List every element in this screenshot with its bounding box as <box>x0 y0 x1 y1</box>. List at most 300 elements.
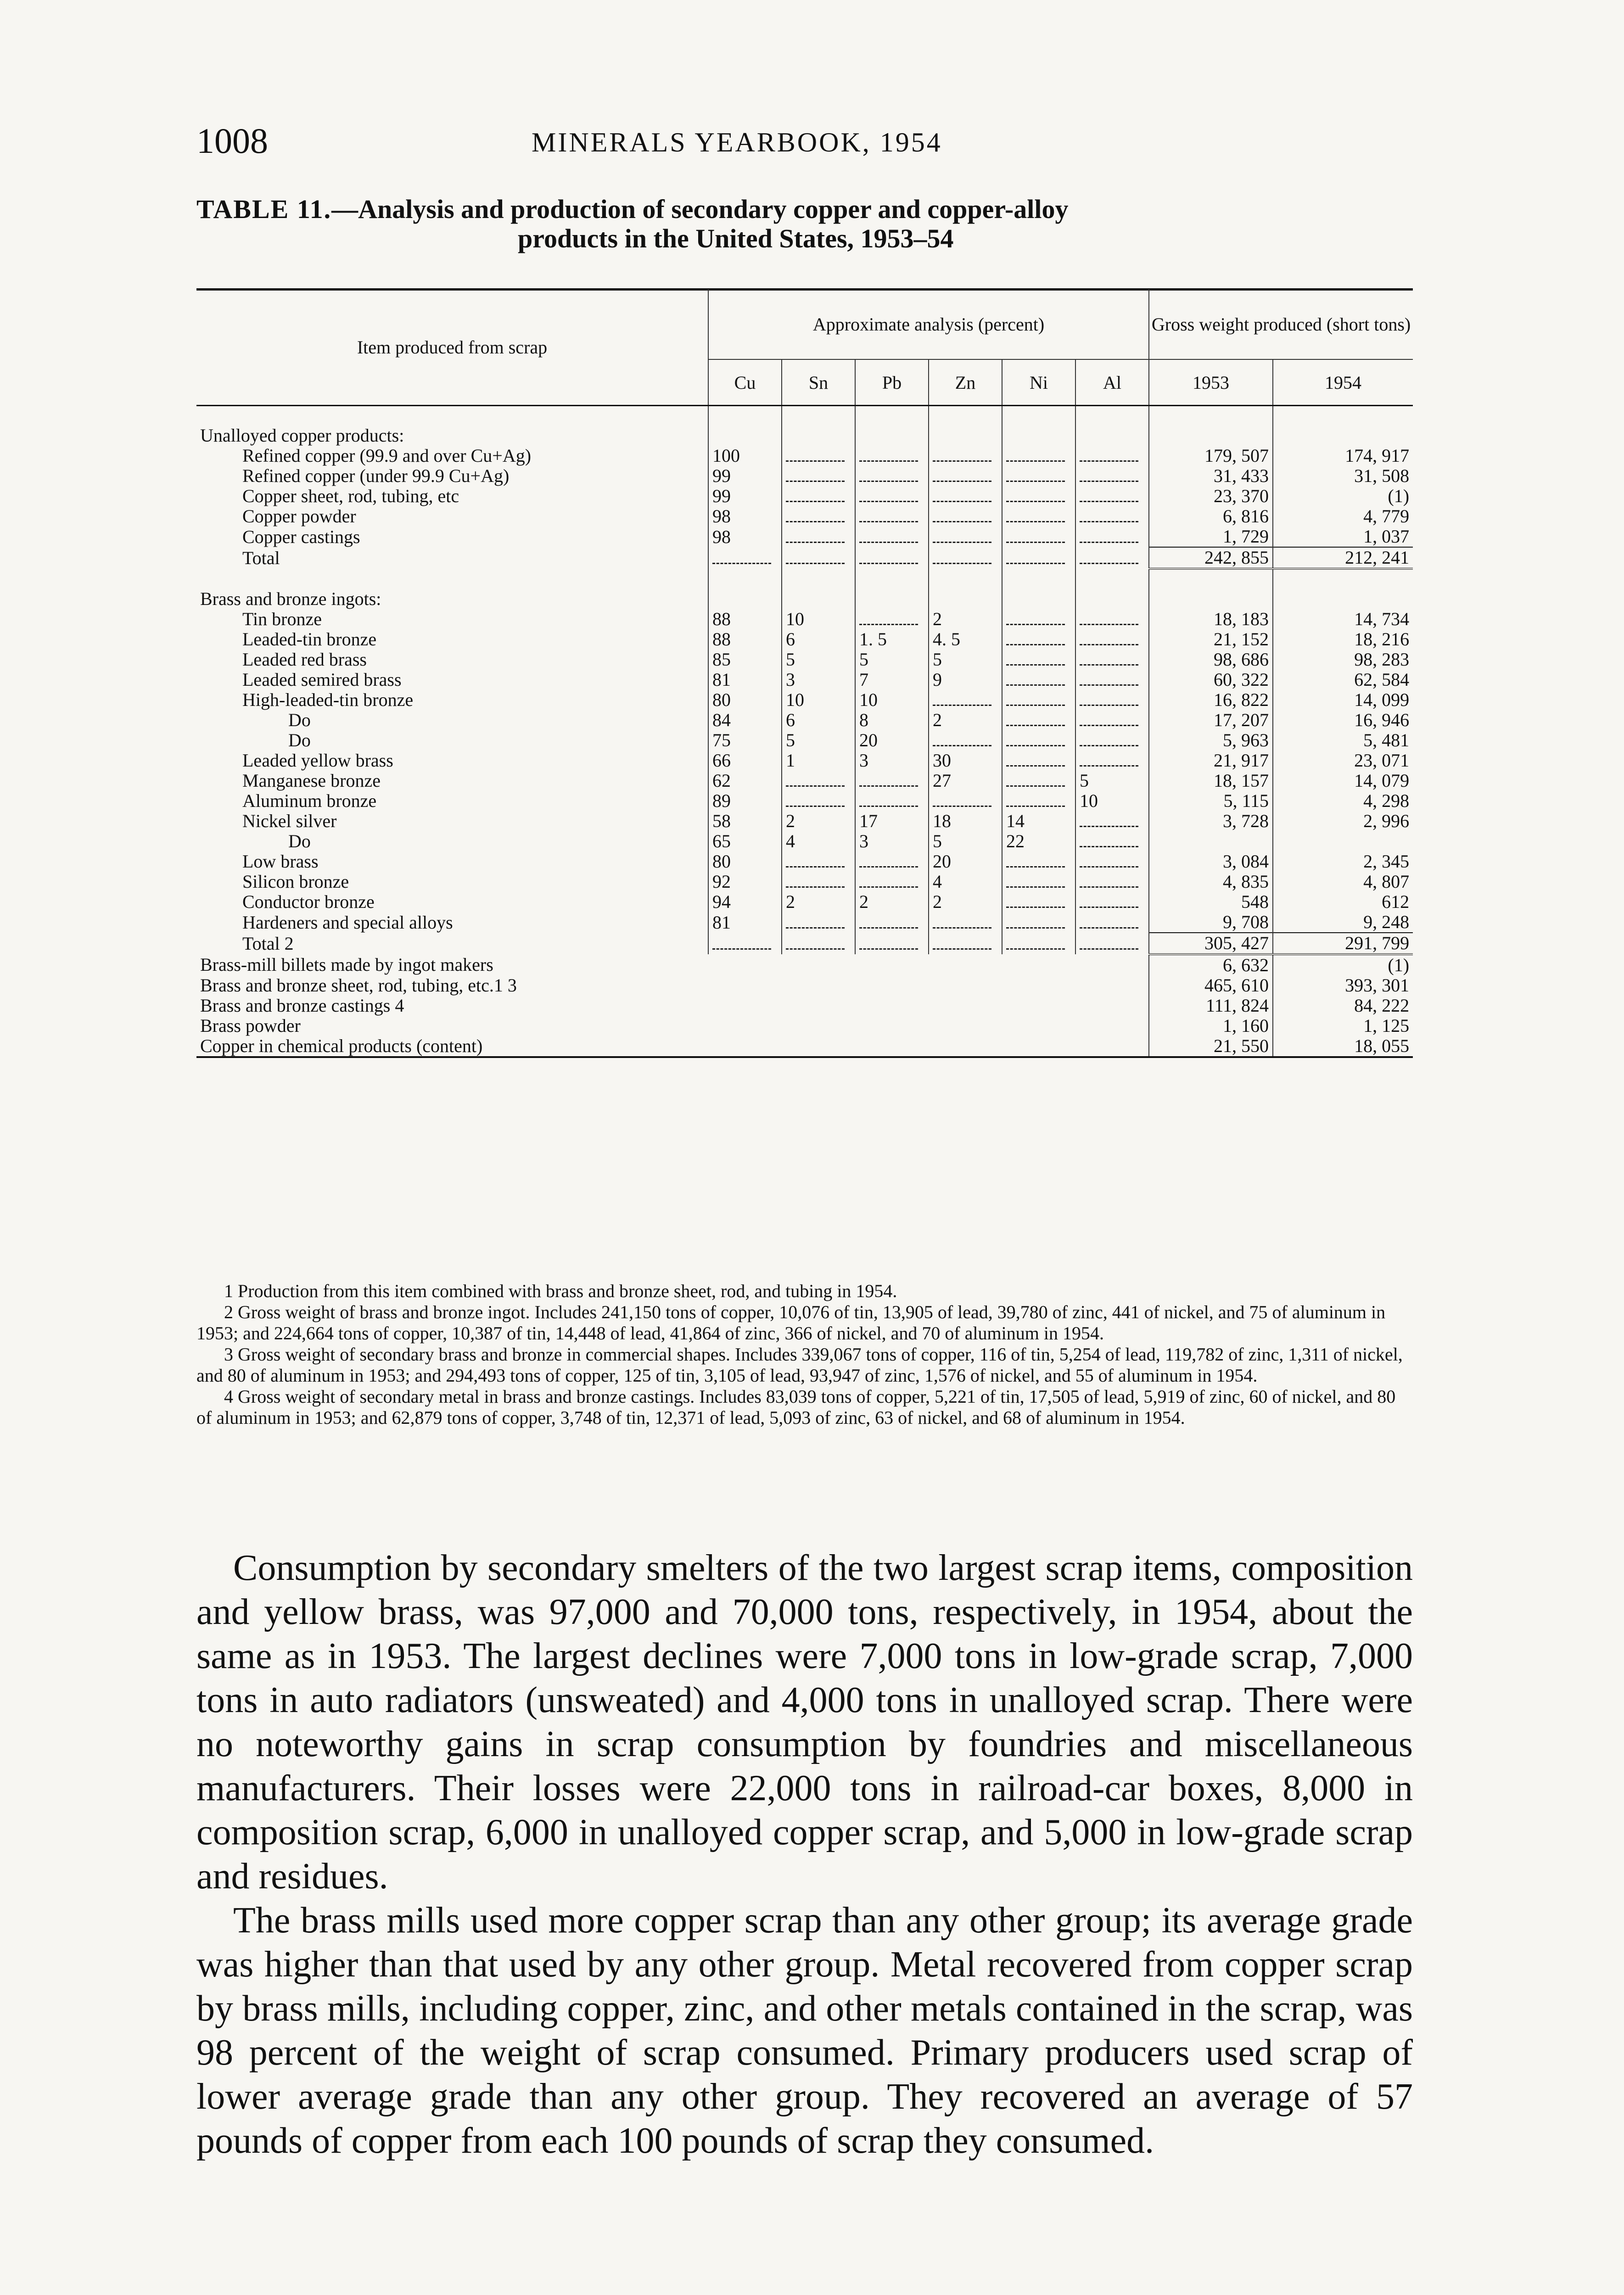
footnote: 2 Gross weight of brass and bronze ingot. Includes 241,150 tons of copper, 10,076 of tin, 13,905 of lead, 39,780 of zinc, 441 of nickel, and 75 of aluminum in 1953; and 224,664 tons of copper, 10,387 of tin, 14,448 of lead, 41,864 of zinc, 366 of nickel, and 70 of aluminum in 1954. <box>196 1302 1386 1343</box>
dash-leader <box>786 515 845 522</box>
empty-cell <box>929 425 1002 446</box>
cell-sn: 3 <box>782 670 855 690</box>
data-table-wrapper <box>196 289 1413 1067</box>
table-row <box>196 466 1413 486</box>
cell-1953: 60, 322 <box>1149 670 1273 690</box>
body-text <box>196 1546 1413 2163</box>
cell-al <box>1075 446 1149 466</box>
table-row <box>196 506 1413 526</box>
dash-leader <box>1006 901 1065 908</box>
dash-leader <box>1006 780 1065 787</box>
cell-pb <box>855 506 929 526</box>
dash-leader <box>859 515 918 522</box>
empty-cell <box>782 933 855 954</box>
empty-cell <box>782 547 855 569</box>
row-label: Refined copper (under 99.9 Cu+Ag) <box>242 466 510 486</box>
cell-al <box>1075 851 1149 872</box>
dash-leader <box>1006 699 1065 706</box>
table-title <box>196 195 1413 253</box>
dash-leader <box>933 800 991 807</box>
cell-sn <box>782 851 855 872</box>
table-row <box>196 791 1413 811</box>
cell-1953: 1, 729 <box>1149 526 1273 547</box>
dash-leader <box>786 455 845 462</box>
cell-1954: 4, 807 <box>1273 872 1413 892</box>
cell-cu: 80 <box>708 851 782 872</box>
table-row <box>196 750 1413 771</box>
cell-al <box>1075 831 1149 851</box>
dash-leader <box>1080 901 1138 908</box>
cell-cu: 88 <box>708 609 782 629</box>
table-row <box>196 446 1413 466</box>
cell-sn: 2 <box>782 811 855 831</box>
dash-leader <box>1080 515 1138 522</box>
cell-sn: 6 <box>782 629 855 649</box>
cell-pb: 8 <box>855 710 929 730</box>
col-group-weight: Gross weight produced (short tons) <box>1149 289 1413 359</box>
table-title-text: —Analysis and production of secondary copper and copper-alloy <box>331 194 1069 224</box>
table-bottom-rule-row <box>196 1057 1413 1067</box>
table-row <box>196 811 1413 831</box>
cell-al <box>1075 892 1149 912</box>
total-row <box>196 933 1413 954</box>
cell-ni <box>1002 670 1075 690</box>
cell-pb: 2 <box>855 892 929 912</box>
empty-cell <box>855 547 929 569</box>
dash-leader <box>1006 475 1065 482</box>
dash-leader <box>859 455 918 462</box>
table-body <box>196 406 1413 1068</box>
cell-sn <box>782 486 855 506</box>
cell-1954: 4, 779 <box>1273 506 1413 526</box>
spacer-cell <box>855 406 929 426</box>
col-group-analysis: Approximate analysis (percent) <box>708 289 1149 359</box>
cell-1953: 18, 183 <box>1149 609 1273 629</box>
empty-cell <box>929 547 1002 569</box>
page-header <box>196 120 1413 162</box>
cell-1954: 174, 917 <box>1273 446 1413 466</box>
cell-zn: 2 <box>929 609 1002 629</box>
cell-cu: 94 <box>708 892 782 912</box>
dash-leader <box>786 780 845 787</box>
cell-1953: 3, 728 <box>1149 811 1273 831</box>
dash-leader <box>1006 679 1065 686</box>
empty-cell <box>855 933 929 954</box>
cell-ni: 22 <box>1002 831 1075 851</box>
dash-leader <box>1080 536 1138 543</box>
cell-pb: 10 <box>855 690 929 710</box>
row-label: Brass and bronze castings 4 <box>200 996 404 1016</box>
cell-ni <box>1002 771 1075 791</box>
cell-cu: 92 <box>708 872 782 892</box>
dash-leader <box>1006 719 1065 726</box>
cell-zn <box>929 791 1002 811</box>
row-label: Silicon bronze <box>242 872 349 892</box>
dash-leader <box>1080 943 1138 950</box>
cell-al <box>1075 466 1149 486</box>
cell-1953: 21, 152 <box>1149 629 1273 649</box>
cell-1954: 23, 071 <box>1273 750 1413 771</box>
cell-zn: 2 <box>929 710 1002 730</box>
cell-ni <box>1002 649 1075 670</box>
row-label: Low brass <box>242 851 319 872</box>
col-header-al: Al <box>1075 359 1149 406</box>
cell-1953: 4, 835 <box>1149 872 1273 892</box>
cell-1954 <box>1273 831 1413 851</box>
dash-leader <box>933 475 991 482</box>
table-row <box>196 954 1413 975</box>
dash-leader <box>1006 760 1065 767</box>
cell-pb: 1. 5 <box>855 629 929 649</box>
cell-al <box>1075 526 1149 547</box>
paragraph: Consumption by secondary smelters of the two largest scrap items, composition and yellow brass, was 97,000 and 70,000 tons, respectively, in 1954, about the same as in 1953. The largest declines were 7,000 tons in low-grade scrap, 7,000 tons in auto radiators (unsweated) and 4,000 tons in unalloyed scrap. There were no noteworthy gains in scrap consumption by foundries and miscellaneous manufacturers. Their losses were 22,000 tons in railroad-car boxes, 8,000 in composition scrap, 6,000 in unalloyed copper scrap, and 5,000 in low-grade scrap and residues. <box>196 1548 1413 1897</box>
cell-cu: 81 <box>708 670 782 690</box>
cell-al: 5 <box>1075 771 1149 791</box>
empty-cell <box>708 933 782 954</box>
dash-leader <box>933 557 991 564</box>
empty-cell <box>1273 425 1413 446</box>
empty-cell <box>782 589 855 609</box>
cell-pb <box>855 446 929 466</box>
cell-1953: 9, 708 <box>1149 912 1273 933</box>
dash-leader <box>1080 638 1138 645</box>
cell-ni <box>1002 526 1075 547</box>
dash-leader <box>1080 495 1138 502</box>
cell-pb: 7 <box>855 670 929 690</box>
dash-leader <box>1080 679 1138 686</box>
spacer-cell <box>1075 569 1149 589</box>
table-title-continued: products in the United States, 1953–54 <box>518 224 954 253</box>
dash-leader <box>1080 557 1138 564</box>
cell-ni <box>1002 872 1075 892</box>
cell-1954: (1) <box>1273 954 1413 975</box>
cell-al <box>1075 730 1149 750</box>
dash-leader <box>1006 800 1065 807</box>
dash-leader <box>859 922 918 929</box>
dash-leader <box>859 881 918 888</box>
cell-cu: 84 <box>708 710 782 730</box>
dash-leader <box>786 943 845 950</box>
total-1953: 305, 427 <box>1149 933 1273 954</box>
cell-cu: 88 <box>708 629 782 649</box>
dash-leader <box>1080 699 1138 706</box>
cell-zn <box>929 690 1002 710</box>
dash-leader <box>933 536 991 543</box>
empty-cell <box>708 547 782 569</box>
dash-leader <box>933 515 991 522</box>
col-header-1953: 1953 <box>1149 359 1273 406</box>
table-row <box>196 730 1413 750</box>
cell-zn <box>929 486 1002 506</box>
cell-1954: 18, 055 <box>1273 1036 1413 1057</box>
spacer-cell <box>855 569 929 589</box>
cell-pb: 3 <box>855 831 929 851</box>
cell-1953: 21, 550 <box>1149 1036 1273 1057</box>
cell-cu: 58 <box>708 811 782 831</box>
cell-pb <box>855 609 929 629</box>
dash-leader <box>859 800 918 807</box>
empty-cell <box>1149 589 1273 609</box>
page-number: 1008 <box>196 121 268 161</box>
table-row <box>196 892 1413 912</box>
row-label: Do <box>288 730 311 750</box>
cell-al <box>1075 670 1149 690</box>
dash-leader <box>859 943 918 950</box>
row-label: Copper in chemical products (content) <box>200 1036 483 1056</box>
dash-leader <box>1006 515 1065 522</box>
cell-al: 10 <box>1075 791 1149 811</box>
empty-cell <box>929 589 1002 609</box>
cell-cu: 65 <box>708 831 782 851</box>
col-header-pb: Pb <box>855 359 929 406</box>
spacer-cell <box>1273 406 1413 426</box>
cell-sn: 6 <box>782 710 855 730</box>
cell-pb <box>855 872 929 892</box>
cell-1953: 17, 207 <box>1149 710 1273 730</box>
section-heading-row <box>196 589 1413 609</box>
cell-ni <box>1002 710 1075 730</box>
dash-leader <box>1006 881 1065 888</box>
cell-sn: 10 <box>782 609 855 629</box>
cell-zn: 27 <box>929 771 1002 791</box>
cell-1954: 16, 946 <box>1273 710 1413 730</box>
cell-1953: 179, 507 <box>1149 446 1273 466</box>
cell-zn <box>929 506 1002 526</box>
empty-cell <box>929 933 1002 954</box>
cell-sn: 5 <box>782 730 855 750</box>
cell-zn <box>929 466 1002 486</box>
cell-al <box>1075 609 1149 629</box>
dash-leader <box>1006 536 1065 543</box>
cell-sn: 1 <box>782 750 855 771</box>
cell-cu: 99 <box>708 466 782 486</box>
cell-sn: 10 <box>782 690 855 710</box>
dash-leader <box>859 475 918 482</box>
cell-ni <box>1002 750 1075 771</box>
cell-1954: 84, 222 <box>1273 996 1413 1016</box>
cell-1953: 465, 610 <box>1149 975 1273 996</box>
dash-leader <box>1006 557 1065 564</box>
empty-cell <box>1002 547 1075 569</box>
footnote: 3 Gross weight of secondary brass and bronze in commercial shapes. Includes 339,067 tons of copper, 116 of tin, 5,254 of lead, 119,782 of zinc, 1,311 of nickel, and 80 of aluminum in 1953; and 294,493 tons of copper, 125 of tin, 3,105 of lead, 93,947 of zinc, 1,576 of nickel, and 55 of aluminum in 1954. <box>196 1344 1403 1386</box>
cell-sn <box>782 506 855 526</box>
cell-1954: 1, 037 <box>1273 526 1413 547</box>
empty-cell <box>708 589 782 609</box>
row-label: Brass and bronze sheet, rod, tubing, etc.1 3 <box>200 975 517 996</box>
col-header-sn: Sn <box>782 359 855 406</box>
cell-pb <box>855 851 929 872</box>
empty-cell <box>1075 589 1149 609</box>
row-label: High-leaded-tin bronze <box>242 690 414 710</box>
cell-cu: 66 <box>708 750 782 771</box>
cell-pb: 20 <box>855 730 929 750</box>
cell-zn: 30 <box>929 750 1002 771</box>
cell-ni <box>1002 486 1075 506</box>
cell-pb <box>855 791 929 811</box>
cell-pb <box>855 486 929 506</box>
dash-leader <box>933 699 991 706</box>
table-row <box>196 996 1413 1016</box>
col-header-cu: Cu <box>708 359 782 406</box>
cell-al <box>1075 912 1149 933</box>
row-label: Do <box>288 831 311 851</box>
cell-pb <box>855 526 929 547</box>
table-row <box>196 1016 1413 1036</box>
cell-cu: 89 <box>708 791 782 811</box>
dash-leader <box>1080 820 1138 827</box>
cell-ni <box>1002 446 1075 466</box>
cell-al <box>1075 486 1149 506</box>
cell-sn <box>782 791 855 811</box>
col-header-1954: 1954 <box>1273 359 1413 406</box>
cell-1953: 5, 115 <box>1149 791 1273 811</box>
cell-sn <box>782 446 855 466</box>
dash-leader <box>786 861 845 868</box>
empty-cell <box>1002 933 1075 954</box>
cell-zn: 4 <box>929 872 1002 892</box>
cell-ni <box>1002 629 1075 649</box>
spacer-row <box>196 569 1413 589</box>
dash-leader <box>1080 840 1138 847</box>
cell-zn: 20 <box>929 851 1002 872</box>
dash-leader <box>1080 618 1138 625</box>
dash-leader <box>786 536 845 543</box>
row-label: Copper powder <box>242 506 356 526</box>
spacer-cell <box>1149 569 1273 589</box>
spacer-cell <box>1002 569 1075 589</box>
cell-1954: 62, 584 <box>1273 670 1413 690</box>
dash-leader <box>1080 719 1138 726</box>
cell-ni: 14 <box>1002 811 1075 831</box>
cell-cu: 99 <box>708 486 782 506</box>
table-row <box>196 629 1413 649</box>
dash-leader <box>1080 739 1138 746</box>
dash-leader <box>933 455 991 462</box>
empty-cell <box>1149 425 1273 446</box>
cell-1954: 393, 301 <box>1273 975 1413 996</box>
cell-zn <box>929 912 1002 933</box>
cell-1953: 18, 157 <box>1149 771 1273 791</box>
cell-pb <box>855 912 929 933</box>
empty-cell <box>782 425 855 446</box>
row-label: Tin bronze <box>242 609 322 629</box>
cell-cu: 80 <box>708 690 782 710</box>
spacer-row <box>196 406 1413 426</box>
empty-cell <box>1002 425 1075 446</box>
cell-1954: 9, 248 <box>1273 912 1413 933</box>
table-row <box>196 831 1413 851</box>
spacer-cell <box>929 569 1002 589</box>
cell-sn <box>782 771 855 791</box>
dash-leader <box>786 475 845 482</box>
cell-zn <box>929 446 1002 466</box>
dash-leader <box>1080 922 1138 929</box>
table-row <box>196 771 1413 791</box>
row-label: Leaded red brass <box>242 649 367 670</box>
cell-1954: (1) <box>1273 486 1413 506</box>
table-row <box>196 649 1413 670</box>
dash-leader <box>1006 455 1065 462</box>
empty-cell <box>1075 425 1149 446</box>
cell-1954: 2, 996 <box>1273 811 1413 831</box>
total-label: Total 2 <box>242 933 294 954</box>
dash-leader <box>933 922 991 929</box>
row-label: Conductor bronze <box>242 892 375 912</box>
dash-leader <box>859 861 918 868</box>
dash-leader <box>786 557 845 564</box>
cell-1954: 14, 734 <box>1273 609 1413 629</box>
cell-sn <box>782 912 855 933</box>
row-label: Brass powder <box>200 1016 301 1036</box>
spacer-cell <box>708 569 782 589</box>
cell-zn: 5 <box>929 831 1002 851</box>
dash-leader <box>712 943 771 950</box>
row-label: Aluminum bronze <box>242 791 377 811</box>
spacer-cell <box>1273 569 1413 589</box>
dash-leader <box>1080 881 1138 888</box>
dash-leader <box>1006 861 1065 868</box>
footnote: 4 Gross weight of secondary metal in brass and bronze castings. Includes 83,039 tons of copper, 5,221 of tin, 17,505 of lead, 5,919 of zinc, 60 of nickel, and 80 of aluminum in 1953; and 62,879 tons of copper, 3,748 of tin, 12,371 of lead, 5,093 of zinc, 63 of nickel, and 68 of aluminum in 1954. <box>196 1386 1396 1428</box>
col-header-ni: Ni <box>1002 359 1075 406</box>
cell-zn: 4. 5 <box>929 629 1002 649</box>
cell-ni <box>1002 791 1075 811</box>
row-label: Copper castings <box>242 526 360 547</box>
table-row <box>196 851 1413 872</box>
cell-1953: 548 <box>1149 892 1273 912</box>
cell-pb <box>855 466 929 486</box>
total-1953: 242, 855 <box>1149 547 1273 569</box>
dash-leader <box>1080 861 1138 868</box>
dash-leader <box>1006 659 1065 666</box>
cell-al <box>1075 811 1149 831</box>
dash-leader <box>859 495 918 502</box>
cell-1953 <box>1149 831 1273 851</box>
cell-1954: 4, 298 <box>1273 791 1413 811</box>
row-label: Leaded yellow brass <box>242 750 393 771</box>
footnote: 1 Production from this item combined with brass and bronze sheet, rod, and tubing in 1954. <box>224 1281 897 1301</box>
row-label: Copper sheet, rod, tubing, etc <box>242 486 459 506</box>
table-row <box>196 486 1413 506</box>
cell-al <box>1075 872 1149 892</box>
row-label: Refined copper (99.9 and over Cu+Ag) <box>242 446 532 466</box>
empty-cell <box>1273 589 1413 609</box>
cell-ni <box>1002 892 1075 912</box>
spacer-cell <box>782 406 855 426</box>
cell-ni <box>1002 609 1075 629</box>
spacer-cell <box>1002 406 1075 426</box>
cell-1953: 3, 084 <box>1149 851 1273 872</box>
spacer-cell <box>196 569 708 589</box>
dash-leader <box>1006 618 1065 625</box>
cell-zn: 18 <box>929 811 1002 831</box>
cell-cu: 100 <box>708 446 782 466</box>
col-header-item: Item produced from scrap <box>196 289 708 406</box>
cell-1954: 31, 508 <box>1273 466 1413 486</box>
cell-al <box>1075 710 1149 730</box>
dash-leader <box>859 557 918 564</box>
dash-leader <box>933 943 991 950</box>
dash-leader <box>859 536 918 543</box>
cell-1954: 612 <box>1273 892 1413 912</box>
row-label: Do <box>288 710 311 730</box>
cell-cu: 62 <box>708 771 782 791</box>
cell-al <box>1075 690 1149 710</box>
table-row <box>196 975 1413 996</box>
row-label: Manganese bronze <box>242 771 381 791</box>
cell-1953: 16, 822 <box>1149 690 1273 710</box>
spacer-cell <box>1075 406 1149 426</box>
cell-al <box>1075 750 1149 771</box>
